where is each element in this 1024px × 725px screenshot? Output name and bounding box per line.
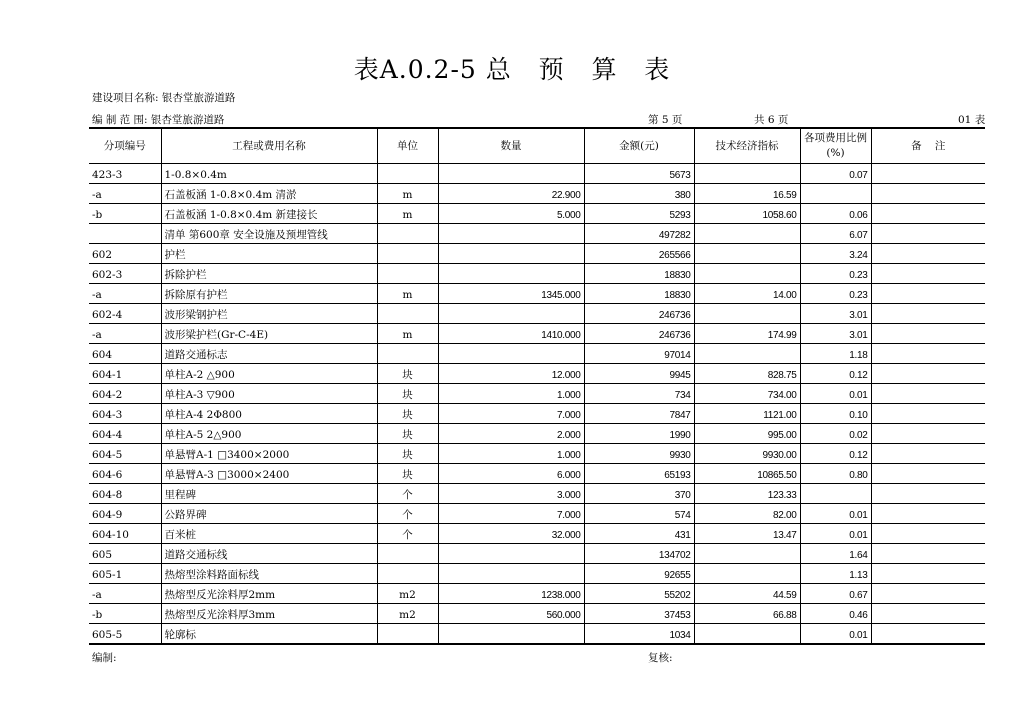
cell-amount: 65193: [584, 464, 694, 484]
cell-index: [694, 244, 800, 264]
cell-amount: 5673: [584, 164, 694, 184]
cell-quantity: [438, 564, 584, 584]
cell-amount: 7847: [584, 404, 694, 424]
cell-note: [871, 264, 985, 284]
cell-code: 423-3: [89, 164, 161, 184]
cell-code: -a: [89, 324, 161, 344]
cell-amount: 9930: [584, 444, 694, 464]
cell-index: [694, 304, 800, 324]
table-row: [89, 244, 985, 264]
cell-name: 里程碑: [161, 484, 377, 504]
cell-note: [871, 424, 985, 444]
cell-unit: [377, 344, 438, 364]
col-header-index: 技术经济指标: [694, 128, 800, 164]
cell-index: 174.99: [694, 324, 800, 344]
cell-unit: [377, 244, 438, 264]
cell-name: 单柱A-2 △900: [161, 364, 377, 384]
cell-note: [871, 164, 985, 184]
cell-ratio: 0.01: [800, 504, 871, 524]
cell-quantity: [438, 544, 584, 564]
cell-name: 石盖板涵 1-0.8×0.4m 清淤: [161, 184, 377, 204]
cell-amount: 97014: [584, 344, 694, 364]
cell-name: 拆除原有护栏: [161, 284, 377, 304]
cell-note: [871, 244, 985, 264]
cell-unit: 个: [377, 484, 438, 504]
cell-code: 605-1: [89, 564, 161, 584]
cell-amount: 134702: [584, 544, 694, 564]
cell-code: [89, 224, 161, 244]
cell-ratio: 0.01: [800, 384, 871, 404]
cell-index: 82.00: [694, 504, 800, 524]
cell-ratio: 1.64: [800, 544, 871, 564]
cell-ratio: 0.06: [800, 204, 871, 224]
cell-ratio: 1.18: [800, 344, 871, 364]
cell-code: 604: [89, 344, 161, 364]
cell-ratio: 0.01: [800, 524, 871, 544]
page-title: 表A.0.2-5 总 预 算 表: [353, 55, 671, 84]
cell-amount: 1990: [584, 424, 694, 444]
cell-ratio: 0.67: [800, 584, 871, 604]
cell-code: -a: [89, 184, 161, 204]
cell-code: 604-6: [89, 464, 161, 484]
table-row: [89, 384, 985, 404]
table-row: [89, 504, 985, 524]
cell-unit: m2: [377, 604, 438, 624]
cell-amount: 18830: [584, 264, 694, 284]
cell-index: 995.00: [694, 424, 800, 444]
cell-amount: 1034: [584, 624, 694, 645]
cell-note: [871, 184, 985, 204]
cell-amount: 246736: [584, 304, 694, 324]
cell-index: [694, 564, 800, 584]
cell-unit: 个: [377, 524, 438, 544]
cell-index: 16.59: [694, 184, 800, 204]
cell-name: 道路交通标志: [161, 344, 377, 364]
cell-note: [871, 624, 985, 645]
col-header-quantity: 数量: [438, 128, 584, 164]
cell-note: [871, 464, 985, 484]
cell-code: 605: [89, 544, 161, 564]
table-row: [89, 444, 985, 464]
cell-code: 604-8: [89, 484, 161, 504]
cell-ratio: 0.80: [800, 464, 871, 484]
cell-index: 828.75: [694, 364, 800, 384]
cell-ratio: 6.07: [800, 224, 871, 244]
cell-code: -b: [89, 204, 161, 224]
table-row: [89, 204, 985, 224]
cell-note: [871, 404, 985, 424]
table-row: [89, 424, 985, 444]
cell-note: [871, 384, 985, 404]
cell-quantity: 1238.000: [438, 584, 584, 604]
col-header-unit: 单位: [377, 128, 438, 164]
cell-amount: 265566: [584, 244, 694, 264]
col-header-code: 分项编号: [89, 128, 161, 164]
cell-name: 护栏: [161, 244, 377, 264]
cell-note: [871, 504, 985, 524]
cell-note: [871, 544, 985, 564]
page-number: 第 5 页: [648, 114, 683, 126]
cell-note: [871, 204, 985, 224]
col-header-ratio: 各项费用比例 (%): [800, 128, 871, 164]
cell-name: 轮廓标: [161, 624, 377, 645]
cell-name: 单悬臂A-3 □3000×2400: [161, 464, 377, 484]
cell-ratio: 0.12: [800, 364, 871, 384]
table-body: [89, 164, 985, 645]
page-total: 共 6 页: [754, 114, 789, 126]
cell-index: [694, 264, 800, 284]
cell-amount: 497282: [584, 224, 694, 244]
cell-unit: [377, 544, 438, 564]
cell-unit: [377, 564, 438, 584]
cell-name: 单柱A-4 2Φ800: [161, 404, 377, 424]
cell-index: 123.33: [694, 484, 800, 504]
cell-code: 602-4: [89, 304, 161, 324]
cell-quantity: [438, 244, 584, 264]
cell-quantity: 3.000: [438, 484, 584, 504]
cell-code: 604-2: [89, 384, 161, 404]
cell-unit: m: [377, 324, 438, 344]
cell-index: 1058.60: [694, 204, 800, 224]
cell-index: 66.88: [694, 604, 800, 624]
cell-unit: [377, 164, 438, 184]
table-row: [89, 284, 985, 304]
cell-amount: 5293: [584, 204, 694, 224]
cell-index: 10865.50: [694, 464, 800, 484]
col-header-note: 备 注: [871, 128, 985, 164]
cell-quantity: 7.000: [438, 504, 584, 524]
cell-quantity: [438, 304, 584, 324]
cell-index: [694, 224, 800, 244]
cell-code: 605-5: [89, 624, 161, 645]
cell-note: [871, 224, 985, 244]
cell-code: -a: [89, 284, 161, 304]
cell-index: 9930.00: [694, 444, 800, 464]
cell-quantity: [438, 224, 584, 244]
cell-note: [871, 484, 985, 504]
cell-unit: 块: [377, 384, 438, 404]
cell-name: 清单 第600章 安全设施及预埋管线: [161, 224, 377, 244]
table-row: [89, 484, 985, 504]
cell-amount: 246736: [584, 324, 694, 344]
cell-ratio: 0.02: [800, 424, 871, 444]
cell-quantity: 12.000: [438, 364, 584, 384]
cell-name: 道路交通标线: [161, 544, 377, 564]
cell-index: 734.00: [694, 384, 800, 404]
cell-note: [871, 604, 985, 624]
cell-note: [871, 304, 985, 324]
table-row: [89, 264, 985, 284]
cell-name: 石盖板涵 1-0.8×0.4m 新建接长: [161, 204, 377, 224]
cell-quantity: 560.000: [438, 604, 584, 624]
cell-unit: [377, 264, 438, 284]
cell-name: 拆除护栏: [161, 264, 377, 284]
cell-unit: m: [377, 184, 438, 204]
cell-unit: m: [377, 284, 438, 304]
cell-quantity: 6.000: [438, 464, 584, 484]
reviewer-label: 复核:: [648, 652, 673, 664]
cell-unit: m: [377, 204, 438, 224]
cell-quantity: 22.900: [438, 184, 584, 204]
cell-unit: 块: [377, 464, 438, 484]
cell-index: [694, 344, 800, 364]
cell-ratio: [800, 484, 871, 504]
cell-name: 1-0.8×0.4m: [161, 164, 377, 184]
cell-unit: m2: [377, 584, 438, 604]
table-row: [89, 304, 985, 324]
cell-index: 13.47: [694, 524, 800, 544]
cell-code: 604-3: [89, 404, 161, 424]
cell-code: 604-1: [89, 364, 161, 384]
cell-name: 热熔型涂料路面标线: [161, 564, 377, 584]
cell-quantity: 32.000: [438, 524, 584, 544]
cell-code: -a: [89, 584, 161, 604]
cell-amount: 37453: [584, 604, 694, 624]
cell-name: 热熔型反光涂料厚3mm: [161, 604, 377, 624]
cell-unit: 块: [377, 424, 438, 444]
table-row: [89, 344, 985, 364]
table-row: [89, 564, 985, 584]
cell-index: 44.59: [694, 584, 800, 604]
cell-quantity: [438, 344, 584, 364]
cell-unit: 块: [377, 404, 438, 424]
col-header-amount: 金额(元): [584, 128, 694, 164]
cell-index: 1121.00: [694, 404, 800, 424]
cell-ratio: [800, 184, 871, 204]
cell-code: 604-9: [89, 504, 161, 524]
cell-quantity: 2.000: [438, 424, 584, 444]
table-row: [89, 524, 985, 544]
cell-unit: 块: [377, 364, 438, 384]
cell-note: [871, 584, 985, 604]
table-row: [89, 224, 985, 244]
table-number: 01 表: [958, 114, 986, 126]
cell-ratio: 0.46: [800, 604, 871, 624]
table-row: [89, 324, 985, 344]
cell-code: -b: [89, 604, 161, 624]
cell-index: [694, 164, 800, 184]
table-row: [89, 184, 985, 204]
cell-amount: 370: [584, 484, 694, 504]
cell-quantity: [438, 624, 584, 645]
compile-scope: 编 制 范 围: 银杏堂旅游道路: [92, 114, 225, 126]
cell-amount: 734: [584, 384, 694, 404]
cell-unit: 个: [377, 504, 438, 524]
cell-note: [871, 344, 985, 364]
cell-index: [694, 624, 800, 645]
cell-code: 602-3: [89, 264, 161, 284]
cell-note: [871, 284, 985, 304]
cell-ratio: 0.07: [800, 164, 871, 184]
cell-code: 604-4: [89, 424, 161, 444]
cell-quantity: 1410.000: [438, 324, 584, 344]
table-row: [89, 464, 985, 484]
table-row: [89, 544, 985, 564]
table-row: [89, 584, 985, 604]
cell-ratio: 0.01: [800, 624, 871, 645]
cell-ratio: 1.13: [800, 564, 871, 584]
cell-quantity: 5.000: [438, 204, 584, 224]
table-row: [89, 404, 985, 424]
cell-quantity: 7.000: [438, 404, 584, 424]
budget-table: [89, 127, 985, 645]
cell-amount: 92655: [584, 564, 694, 584]
compiler-label: 编制:: [92, 652, 117, 664]
table-header-row: [89, 128, 985, 164]
cell-ratio: 3.01: [800, 324, 871, 344]
cell-amount: 574: [584, 504, 694, 524]
cell-amount: 380: [584, 184, 694, 204]
cell-name: 波形梁钢护栏: [161, 304, 377, 324]
cell-name: 公路界碑: [161, 504, 377, 524]
table-row: [89, 164, 985, 184]
cell-note: [871, 324, 985, 344]
cell-unit: [377, 624, 438, 645]
cell-name: 单悬臂A-1 □3400×2000: [161, 444, 377, 464]
cell-unit: [377, 304, 438, 324]
cell-note: [871, 364, 985, 384]
cell-ratio: 0.23: [800, 264, 871, 284]
cell-code: 602: [89, 244, 161, 264]
cell-note: [871, 564, 985, 584]
cell-name: 单柱A-3 ▽900: [161, 384, 377, 404]
cell-name: 百米桩: [161, 524, 377, 544]
project-name: 建设项目名称: 银杏堂旅游道路: [92, 92, 236, 104]
cell-ratio: 3.24: [800, 244, 871, 264]
table-row: [89, 364, 985, 384]
cell-ratio: 0.10: [800, 404, 871, 424]
cell-note: [871, 444, 985, 464]
cell-index: 14.00: [694, 284, 800, 304]
cell-quantity: [438, 264, 584, 284]
cell-ratio: 0.12: [800, 444, 871, 464]
cell-name: 波形梁护栏(Gr-C-4E): [161, 324, 377, 344]
cell-quantity: 1.000: [438, 444, 584, 464]
cell-ratio: 3.01: [800, 304, 871, 324]
table-row: [89, 604, 985, 624]
col-header-name: 工程或费用名称: [161, 128, 377, 164]
cell-ratio: 0.23: [800, 284, 871, 304]
cell-name: 热熔型反光涂料厚2mm: [161, 584, 377, 604]
cell-amount: 9945: [584, 364, 694, 384]
cell-unit: 块: [377, 444, 438, 464]
table-row: [89, 624, 985, 645]
cell-amount: 431: [584, 524, 694, 544]
cell-amount: 55202: [584, 584, 694, 604]
cell-note: [871, 524, 985, 544]
cell-quantity: [438, 164, 584, 184]
cell-code: 604-5: [89, 444, 161, 464]
cell-quantity: 1345.000: [438, 284, 584, 304]
cell-amount: 18830: [584, 284, 694, 304]
cell-code: 604-10: [89, 524, 161, 544]
cell-name: 单柱A-5 2△900: [161, 424, 377, 444]
cell-quantity: 1.000: [438, 384, 584, 404]
cell-index: [694, 544, 800, 564]
cell-unit: [377, 224, 438, 244]
